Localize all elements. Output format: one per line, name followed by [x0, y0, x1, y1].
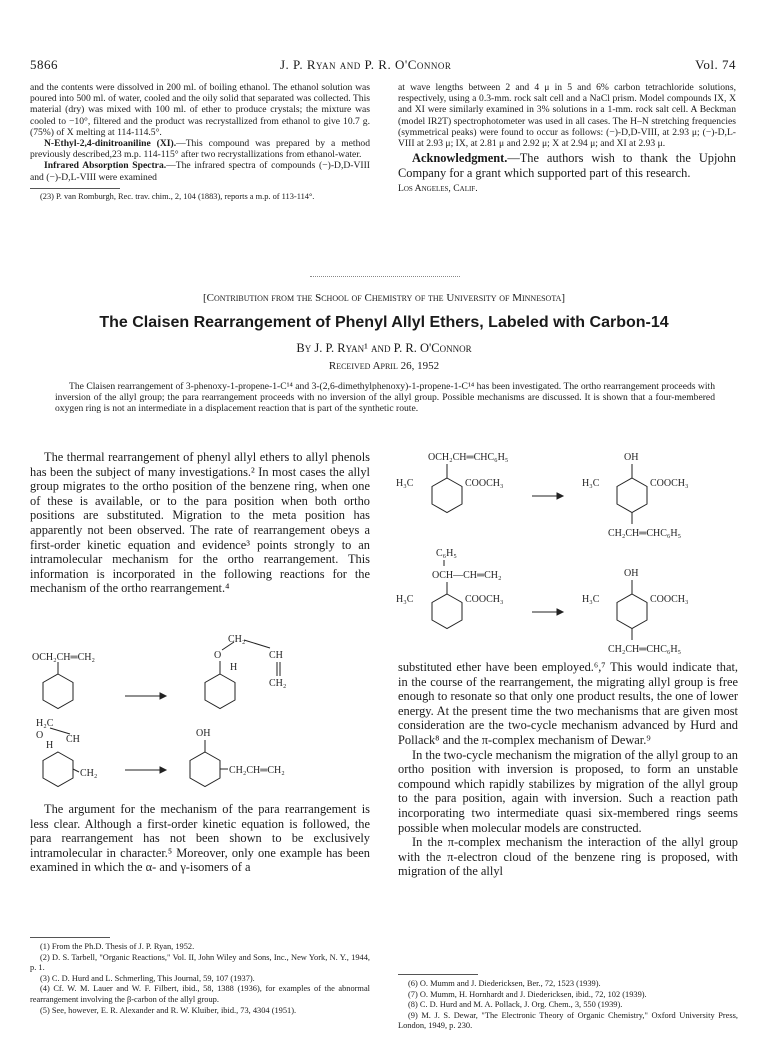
ester-label: COOCH₃: [650, 478, 689, 489]
byline: By J. P. Ryan¹ and P. R. O'Connor: [296, 341, 472, 355]
section-lead: Infrared Absorption Spectra.: [44, 160, 167, 172]
hydroxyl-label: OH: [196, 728, 211, 739]
section-separator: [310, 276, 460, 277]
footnote: (5) See, however, E. R. Alexander and R. W. Kluiber, ibid., 73, 4304 (1951).: [40, 1005, 297, 1015]
abstract: The Claisen rearrangement of 3-phenoxy-1-propene-1-C¹⁴ and 3-(2,6-dimethylphenoxy)-1-propene-1-C¹⁴ has been investigated. The ortho rearrangement proceeds with inversion of the allyl group; the para rearrangement proceeds with no inversion of the allyl group. Possible mechanisms are discussed. It is shown that a four-membered oxygen ring is not an intermediate in a displacement reaction that is part of the synthetic route.: [55, 381, 715, 415]
footnote-rule: [30, 937, 110, 938]
ch-label: CH: [66, 734, 80, 745]
methyl-label: H₃C: [396, 478, 414, 489]
methyl-label: H₃C: [582, 478, 600, 489]
allyl-ether-label: OCH₂CH═CH₂: [32, 652, 95, 663]
footnote: (6) O. Mumm and J. Diedericksen, Ber., 72, 1523 (1939).: [408, 979, 601, 988]
running-title: J. P. Ryan and P. R. O'Connor: [280, 57, 452, 72]
hydroxyl-label: OH: [624, 568, 639, 579]
dienone-ring: [43, 752, 73, 787]
footnote: (7) O. Mumm, H. Hornhardt and J. Diedericksen, ibid., 72, 102 (1939).: [408, 989, 647, 999]
benzene-ring: [43, 674, 73, 709]
footnote: (2) D. S. Tarbell, "Organic Reactions," Vol. II, John Wiley and Sons, Inc., New York, N. Y., 1944, p. 1.: [30, 952, 370, 973]
benzene-ring: [190, 752, 220, 787]
para-rearrangement-scheme: [392, 448, 742, 658]
benzene-ring: [432, 478, 462, 513]
oxygen-label: O: [36, 730, 44, 741]
methyl-label: H₃C: [582, 594, 600, 605]
ch-label: CH: [269, 650, 283, 661]
volume-number: Vol. 74: [695, 57, 736, 72]
ch2-label: CH₂: [80, 768, 98, 779]
allyl-substituent-label: CH₂CH═CH₂: [229, 765, 285, 776]
hydroxyl-label: OH: [624, 452, 639, 463]
previous-article-right: [398, 82, 736, 195]
benzene-ring: [432, 594, 462, 629]
para-argument-paragraph: The argument for the mechanism of the para rearrangement is less clear. Although a first-order kinetic equation is followed, the para rearrangement has not been shown to be exclusively intramolecular in character.⁵ Moreover, only one example has been examined in which the α- and γ-isomers of a: [30, 802, 370, 875]
benzene-ring: [617, 478, 647, 513]
cinnamyl-label: CH₂CH═CHC₆H₅: [608, 644, 682, 655]
oxygen-label: O: [214, 650, 222, 661]
footnote: (8) C. D. Hurd and M. A. Pollack, J. Org. Chem., 3, 550 (1939).: [408, 1000, 623, 1010]
cinnamyl-label: CH₂CH═CHC₆H₅: [608, 528, 682, 539]
location: Los Angeles, Calif.: [398, 183, 478, 195]
ester-label: COOCH₃: [650, 594, 689, 605]
footnote: (1) From the Ph.D. Thesis of J. P. Ryan, 1952.: [40, 942, 195, 951]
methyl-label: H₃C: [396, 594, 414, 605]
benzene-ring: [617, 594, 647, 629]
prev-paragraph: and the contents were dissolved in 200 ml. of boiling ethanol. The ethanol solution was poured into 500 ml. of water, cooled and the oily solid that separated was collected. This material (dry) was mixed with 100 ml. of ether to produce crystals; the mixture was cooled to −10°, filtered and the product was recrystallized from ethanol to give 10.7 g. (75%) of X melting at 114-114.5°.: [30, 82, 370, 138]
prev-paragraph: —This compound was prepared by a method previously described,23 m.p. 114-115° after two recrystallizations from ethanol-water.: [30, 138, 370, 161]
section-lead: Acknowledgment.: [412, 151, 508, 166]
paragraph: substituted ether have been employed.⁶,⁷ This would indicate that, in the course of the rearrangement, the migrating allyl group is free enough to resonate so that only one product results, the one of lower energy. At the present time the two mechanisms that are given most consideration are the two-cycle mechanism advanced by Hurd and Pollack⁸ and the π-complex mechanism of Dewar.⁹: [398, 660, 738, 747]
footnote-rule: [398, 974, 478, 975]
ether-substituent-label: OCH—CH═CH₂: [432, 570, 502, 581]
acknowledgment: —The authors wish to thank the Upjohn Company for a grant which supported part of this research.: [398, 151, 736, 180]
footnote: (23) P. van Romburgh, Rec. trav. chim., 2, 104 (1883), reports a m.p. of 113-114°.: [40, 191, 315, 201]
page-number: 5866: [30, 57, 58, 72]
footnote: (4) Cf. W. M. Lauer and W. F. Filbert, ibid., 58, 1388 (1936), for examples of the abnormal rearrangement involving the β-carbon of the allyl group.: [30, 984, 370, 1004]
h2c-label: H₂C: [36, 718, 54, 729]
paragraph: In the two-cycle mechanism the migration of the allyl group to an ortho position with inversion is proposed, to form an unstable compound which rapidly stabilizes by migration of the allyl group to the para position, again with inversion. Such a reaction path incorporating two intermediate quasi six-membered rings seems possible when molecular models are constructed.: [398, 747, 738, 835]
article-title: The Claisen Rearrangement of Phenyl Allyl Ethers, Labeled with Carbon-14: [99, 314, 669, 331]
hydrogen-label: H: [230, 662, 238, 673]
ch2-label: CH₂: [228, 634, 246, 645]
ether-substituent-label: OCH₂CH═CHC₆H₅: [428, 452, 509, 463]
hydrogen-label: H: [46, 740, 54, 751]
ester-label: COOCH₃: [465, 594, 504, 605]
paragraph: In the π-complex mechanism the interaction of the allyl group with the π-electron cloud of the benzene ring is proposed, with migration of the allyl: [398, 835, 738, 879]
previous-article-left: [30, 82, 370, 202]
contribution-line: [Contribution from the School of Chemistry of the University of Minnesota]: [202, 292, 566, 304]
footnote: (9) M. J. S. Dewar, "The Electronic Theory of Organic Chemistry," Oxford University Press, London, 1949, p. 230.: [398, 1010, 738, 1031]
footnotes-right: [398, 974, 738, 1032]
footnote-rule: [30, 188, 120, 189]
prev-paragraph: —The infrared spectra of compounds (−)-D,D-VIII and (−)-D,L-VIII were examined: [30, 160, 370, 183]
footnotes-left: [30, 937, 370, 1016]
intro-paragraph: The thermal rearrangement of phenyl allyl ethers to allyl phenols has been the subject of many investigations.² In most cases the allyl group migrates to the ortho position of the benzene ring, when one of these is available, or to the para position when both ortho positions are substituted. Migration to the meta position has apparently not been observed. The rate of rearrangement obeys a first-order kinetic equation and evidence³ points strongly to an intramolecular mechanism for the ortho rearrangement. This information is incorporated in the following reactions for the mechanism of the ortho rearrangement.⁴: [30, 450, 370, 596]
ortho-mechanism-scheme: [30, 630, 375, 800]
ester-label: COOCH₃: [465, 478, 504, 489]
ch2-label: CH₂: [269, 678, 287, 689]
received-date: Received April 26, 1952: [328, 360, 440, 372]
benzene-ring: [205, 674, 235, 709]
right-column-text: [398, 660, 738, 879]
prev-paragraph: at wave lengths between 2 and 4 μ in 5 and 6% carbon tetrachloride solutions, respectively, using a 0.3-mm. rock salt cell and a NaCl prism. Model compounds IX, X and XI were similarly examined in 3% solutions in a 1-mm. rock salt cell. A Beckman (model IR2T) spectrophotometer was used in all cases. The H–N stretching frequencies (symmetrical peaks) were found to occur as follows: (−)-D,D-VIII, at 2.93 μ; (−)-D,L-VIII at 2.93 μ; IX, at 2.81 μ and 2.92 μ; X at 2.94 μ; and XI at 2.93 μ.: [398, 82, 736, 150]
footnote: (3) C. D. Hurd and L. Schmerling, This Journal, 59, 107 (1937).: [40, 973, 255, 983]
phenyl-branch-label: C₆H₅: [436, 548, 457, 559]
section-lead: N-Ethyl-2,4-dinitroaniline (XI).: [44, 138, 177, 150]
